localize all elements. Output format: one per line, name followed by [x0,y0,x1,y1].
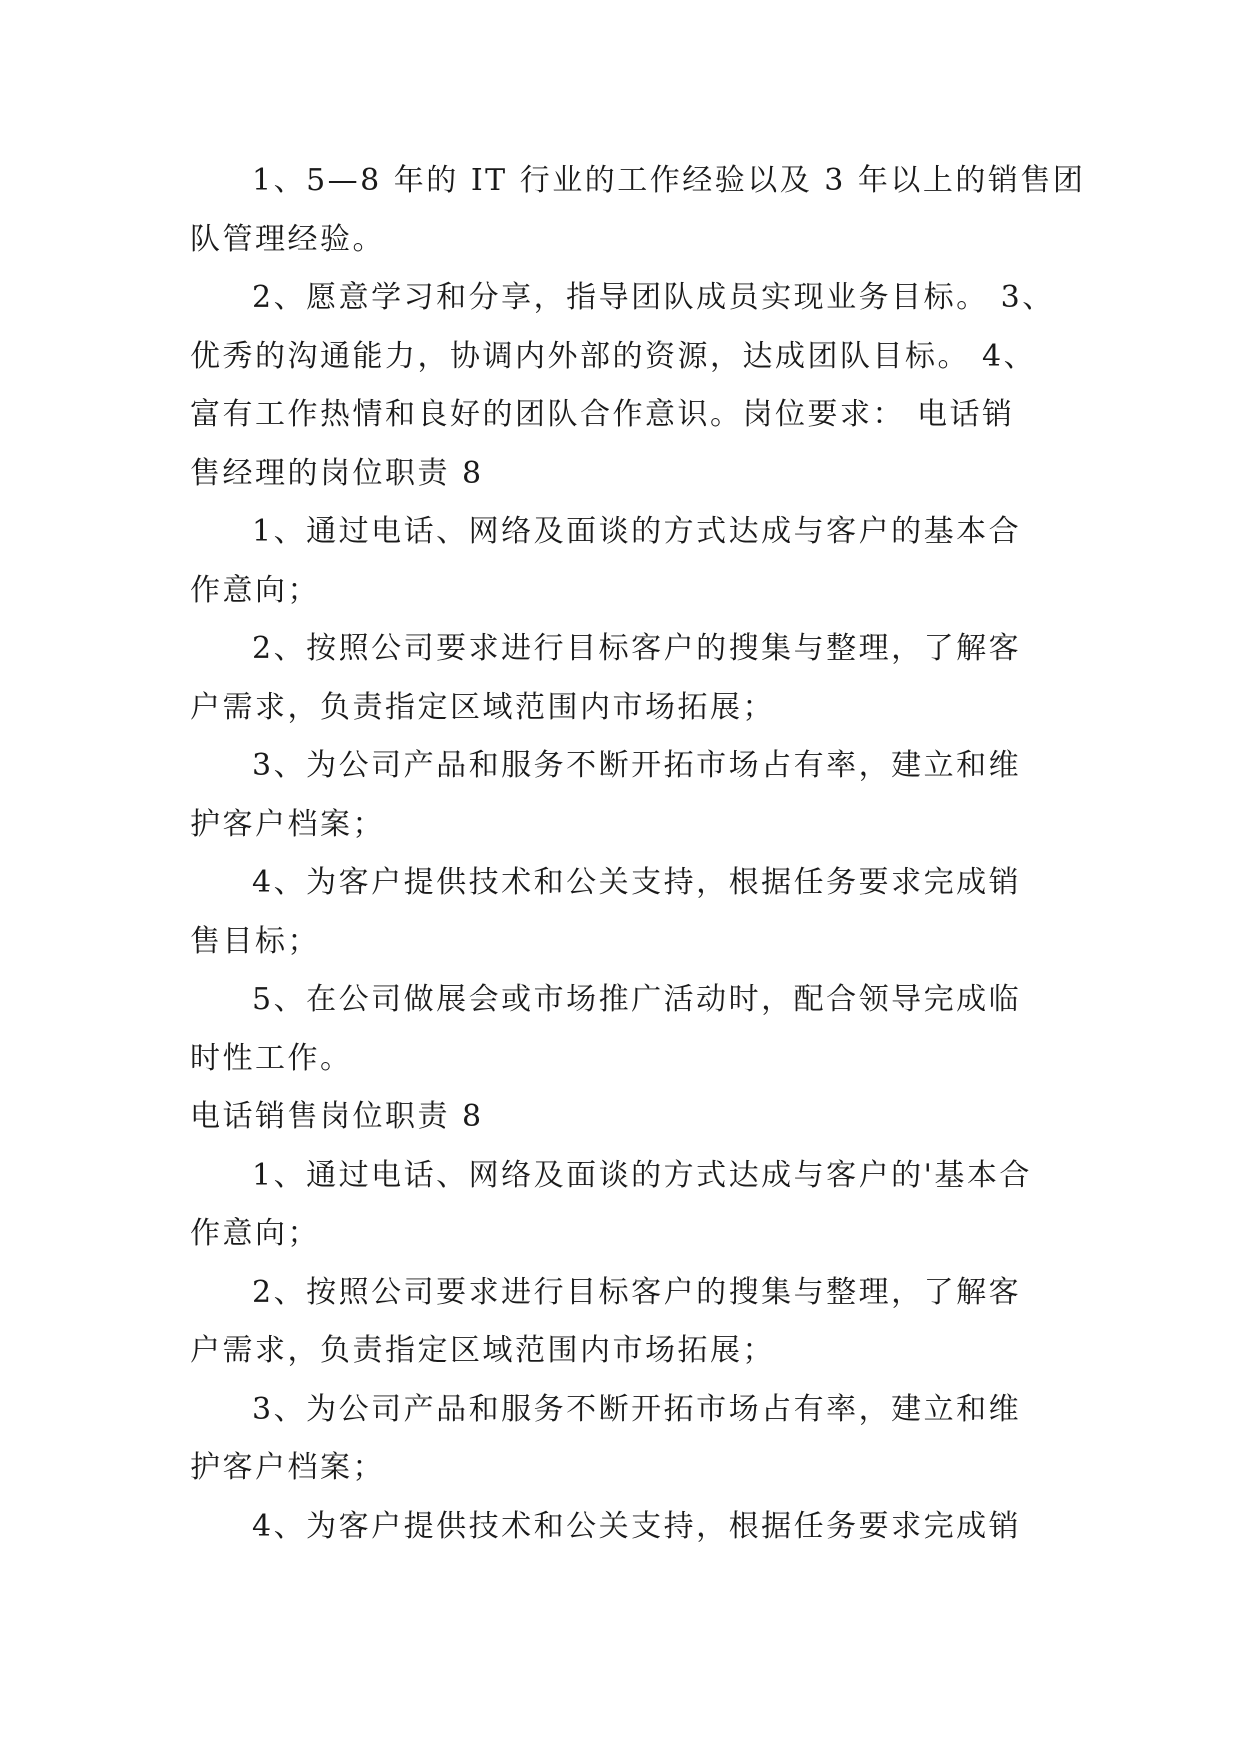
section-heading: 售经理的岗位职责 8 [190,455,484,491]
text-line: 2、按照公司要求进行目标客户的搜集与整理，了解客 [252,631,1022,666]
text-line: 户需求，负责指定区域范围内市场拓展； [190,689,775,725]
text-line: 时性工作。 [190,1040,353,1076]
text-line: 售目标； [190,923,320,959]
text-line: 作意向； [190,1216,320,1251]
text-line: 2、按照公司要求进行目标客户的搜集与整理，了解客 [252,1274,1022,1310]
text-line: 1、5—8 年的 IT 行业的工作经验以及 3 年以上的销售团 [252,163,1086,198]
text-line: 3、为公司产品和服务不断开拓市场占有率，建立和维 [252,1391,1022,1427]
text-line: 1、通过电话、网络及面谈的方式达成与客户的基本合 [252,514,1022,549]
text-line: 优秀的沟通能力，协调内外部的资源，达成团队目标。 4、 [190,338,1037,374]
text-line: 作意向； [190,572,320,608]
text-line: 2、愿意学习和分享，指导团队成员实现业务目标。 3、 [252,280,1055,315]
text-line: 护客户档案； [190,806,385,842]
document-body [190,152,1086,1556]
text-line: 4、为客户提供技术和公关支持，根据任务要求完成销 [252,865,1022,900]
text-line: 4、为客户提供技术和公关支持，根据任务要求完成销 [252,1508,1022,1544]
text-line: 队管理经验。 [190,221,385,257]
text-line: 护客户档案； [190,1450,385,1485]
text-line: 1、通过电话、网络及面谈的方式达成与客户的'基本合 [252,1157,1032,1193]
section-heading: 电话销售岗位职责 8 [190,1099,484,1134]
text-line: 富有工作热情和良好的团队合作意识。岗位要求： 电话销 [190,397,1015,432]
text-line: 3、为公司产品和服务不断开拓市场占有率，建立和维 [252,748,1022,783]
text-line: 户需求，负责指定区域范围内市场拓展； [190,1333,775,1368]
text-line: 5、在公司做展会或市场推广活动时，配合领导完成临 [252,982,1022,1017]
